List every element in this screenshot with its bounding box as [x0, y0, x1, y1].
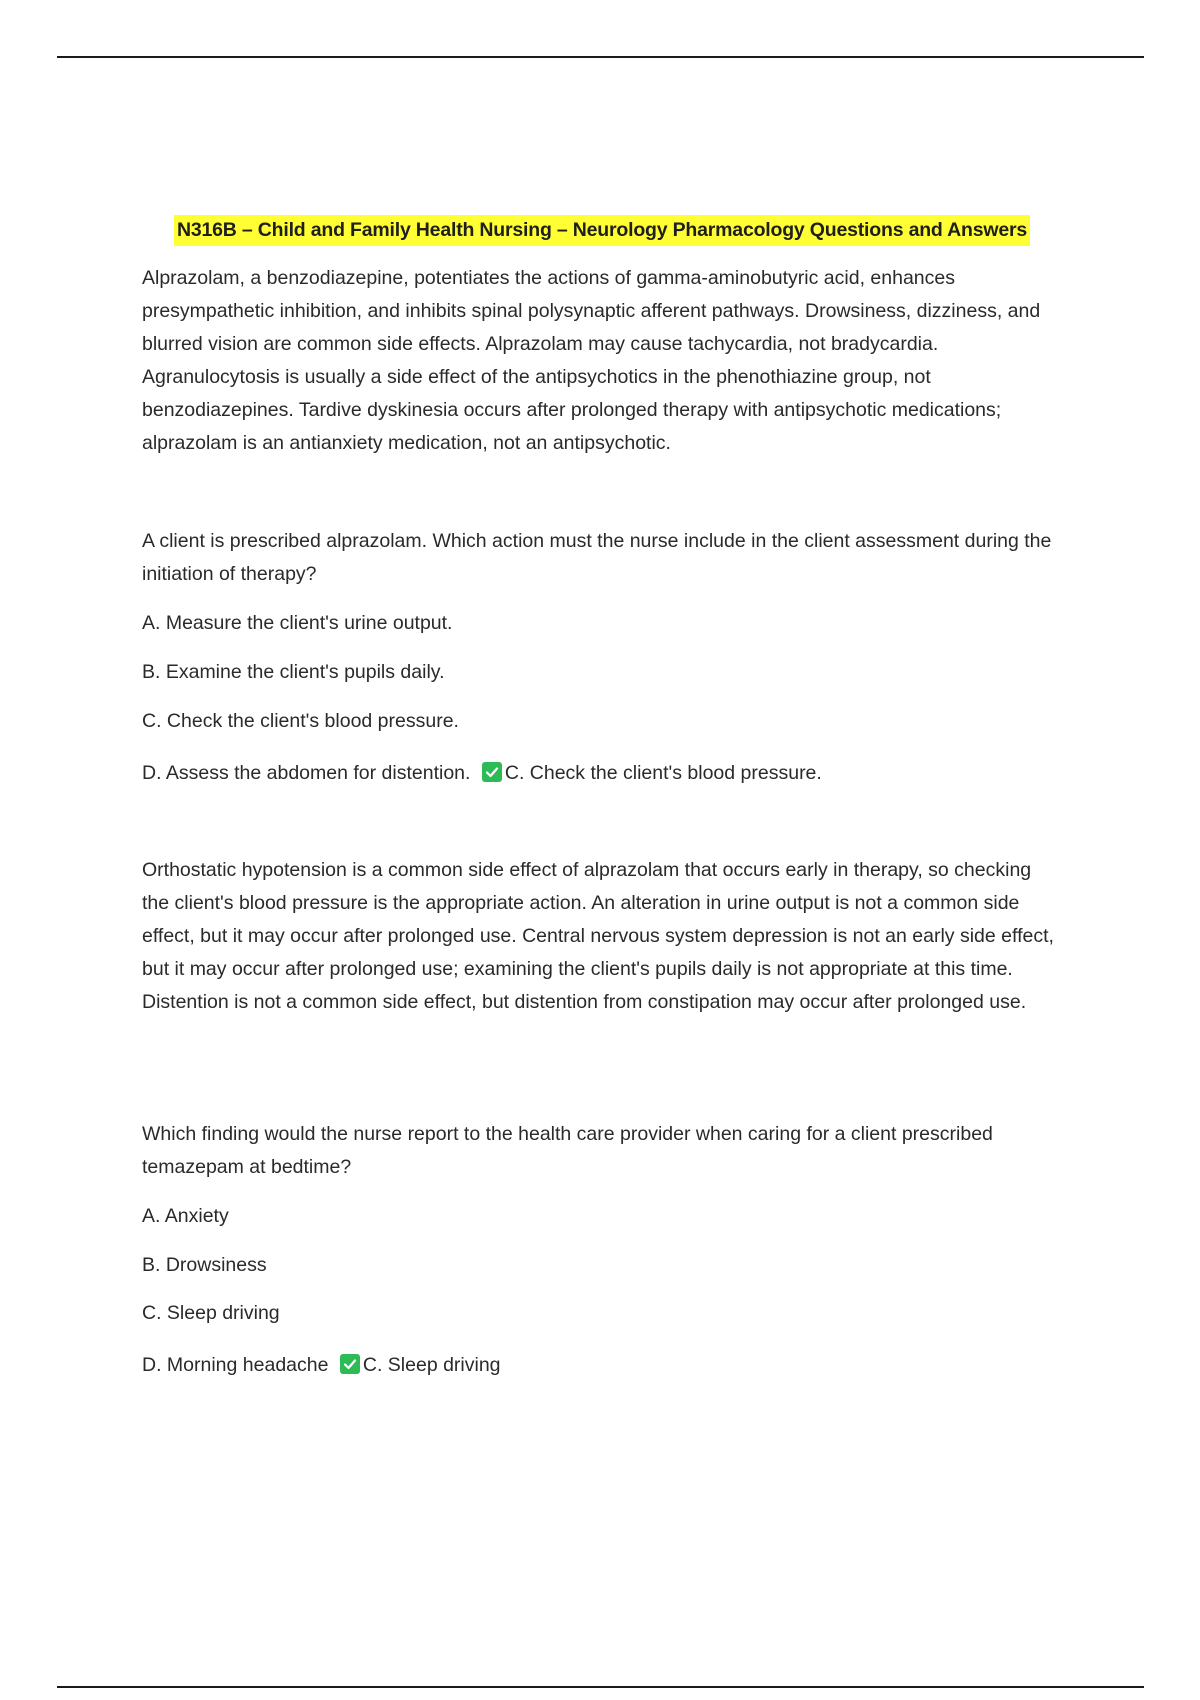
- question-1-option-b: B. Examine the client's pupils daily.: [142, 661, 445, 683]
- top-rule: [57, 56, 1144, 58]
- intro-rationale: Alprazolam, a benzodiazepine, potentiates the actions of gamma-aminobutyric acid, enhances presympathetic inhibition, and inhibits spinal polysynaptic afferent pathways. Drowsiness, dizziness, and blurred vision are common side effects. Alprazolam may cause tachycardia, not bradycardia. Agranulocytosis is usually a side effect of the antipsychotics in the phenothiazine group, not benzodiazepines. Tardive dyskinesia occurs after prolonged therapy with antipsychotic medications; alprazolam is an antianxiety medication, not an antipsychotic.: [142, 267, 1041, 454]
- question-2-option-c: C. Sleep driving: [142, 1302, 280, 1324]
- question-1-answer: C. Check the client's blood pressure.: [504, 762, 822, 784]
- question-1-option-d: D. Assess the abdomen for distention.: [142, 762, 471, 784]
- question-2-stem: Which finding would the nurse report to the health care provider when caring for a client prescribed temazepam at bedtime?: [142, 1123, 993, 1178]
- question-1-stem: A client is prescribed alprazolam. Which action must the nurse include in the client assessment during the initiation of therapy?: [142, 530, 1052, 585]
- bottom-rule: [57, 1686, 1144, 1688]
- question-2-option-a: A. Anxiety: [142, 1205, 229, 1227]
- question-2-option-d-row: [142, 1350, 501, 1380]
- question-1-option-a: A. Measure the client's urine output.: [142, 612, 453, 634]
- checkmark-icon: [482, 762, 502, 782]
- question-1-option-c: C. Check the client's blood pressure.: [142, 710, 459, 732]
- title-block: [142, 215, 1062, 246]
- question-2-option-b: B. Drowsiness: [142, 1254, 267, 1276]
- question-2-answer: C. Sleep driving: [362, 1354, 501, 1376]
- page-title: N316B – Child and Family Health Nursing – Neurology Pharmacology Questions and Answers: [174, 215, 1030, 246]
- question-1-rationale: Orthostatic hypotension is a common side effect of alprazolam that occurs early in therapy, so checking the client's blood pressure is the appropriate action. An alteration in urine output is not a common side effect, but it may occur after prolonged use. Central nervous system depression is not an early side effect, but it may occur after prolonged use; examining the client's pupils daily is not appropriate at this time. Distention is not a common side effect, but distention from constipation may occur after prolonged use.: [142, 859, 1054, 1013]
- question-2-option-d: D. Morning headache: [142, 1354, 329, 1376]
- checkmark-icon: [340, 1354, 360, 1374]
- question-1-option-d-row: [142, 758, 822, 788]
